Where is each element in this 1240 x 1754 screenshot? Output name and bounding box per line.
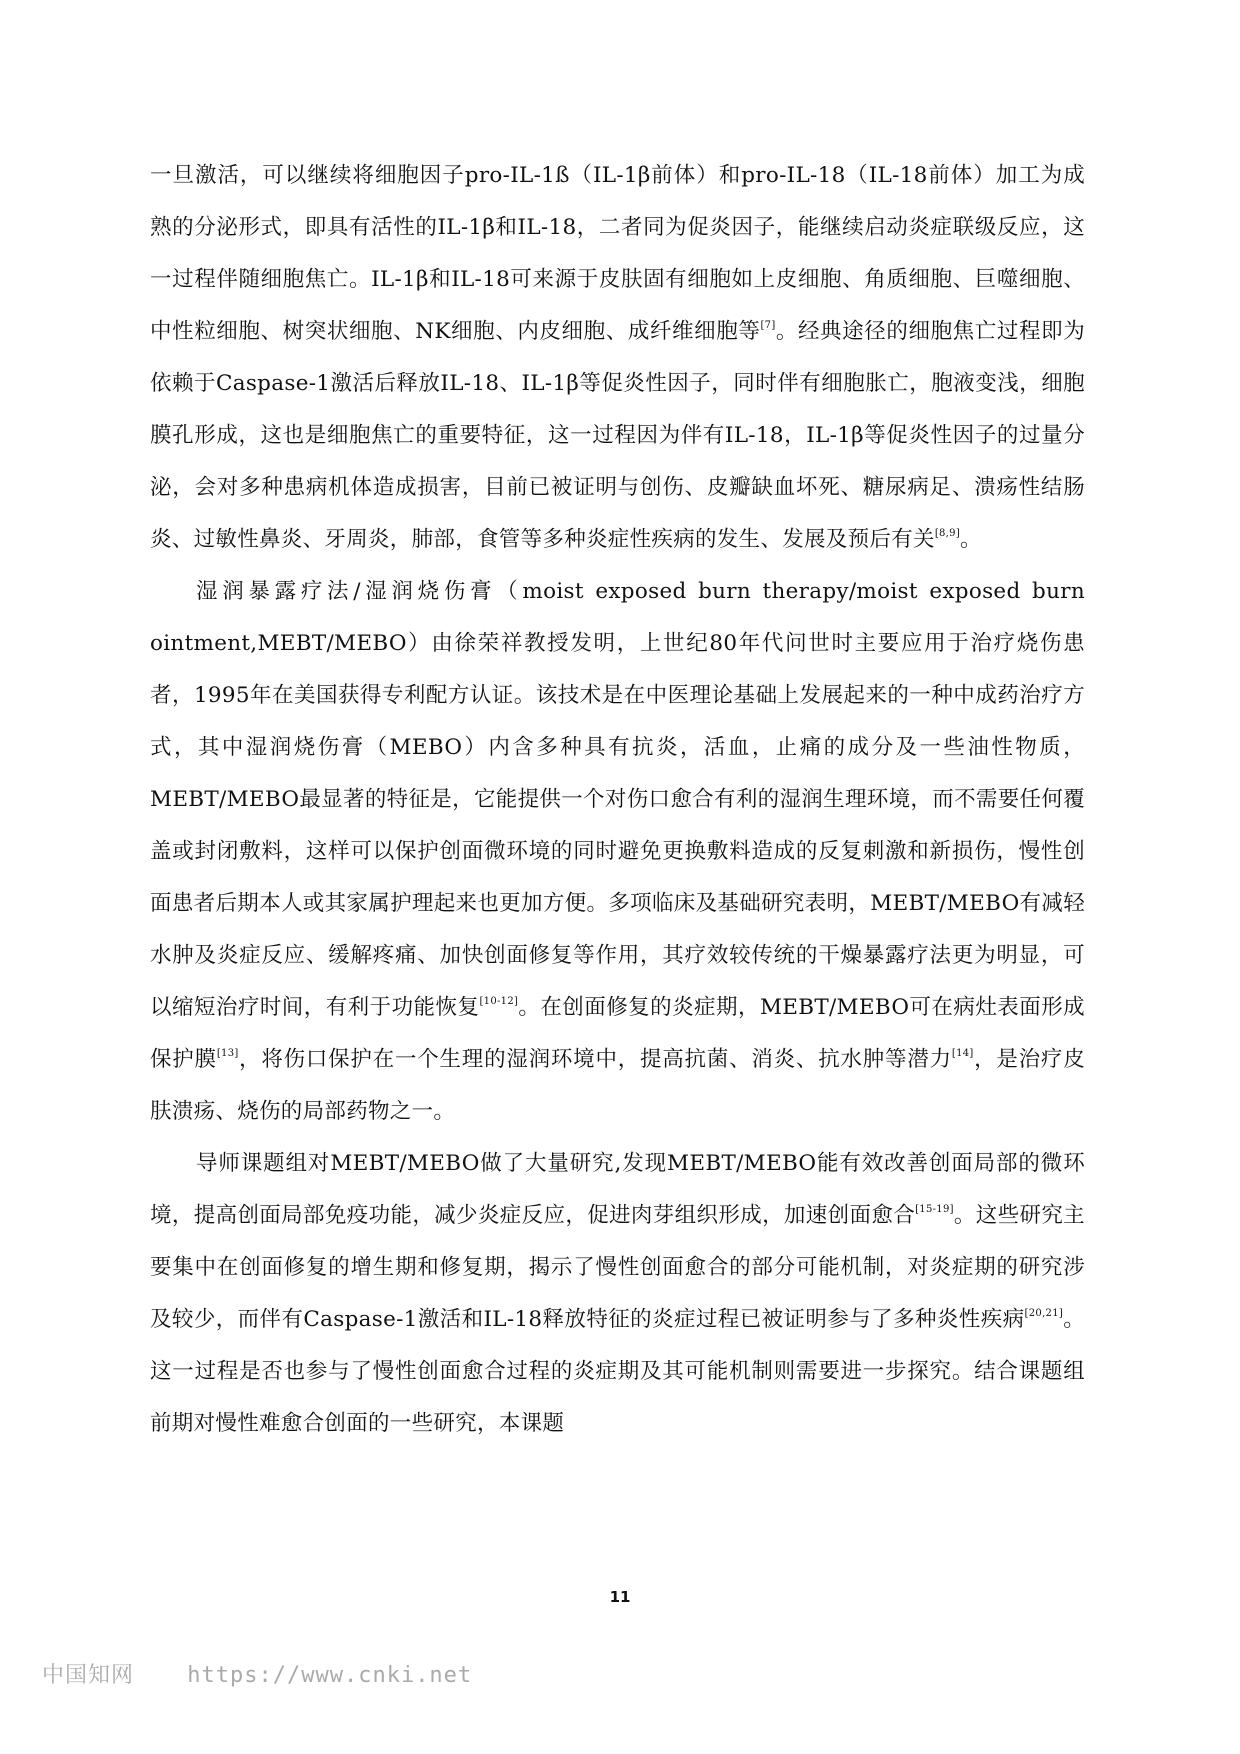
text-run: 导师课题组对MEBT/MEBO做了大量研究,发现MEBT/MEBO能有效改善创面局部的微环境，提高创面局部免疫功能，减少炎症反应，促进肉芽组织形成，加速创面愈合 [150,1151,1085,1228]
citation: [7] [760,320,776,331]
paragraph-2 [150,566,1085,1138]
paragraph-1 [150,150,1085,566]
citation: [20,21] [1024,1308,1064,1319]
text-run: 湿润暴露疗法/湿润烧伤膏（moist exposed burn therapy/moist exposed burn ointment,MEBT/MEBO）由徐荣祥教授发明，上世纪80年代问世时主要应用于治疗烧伤患者，1995年在美国获得专利配方认证。该技术是在中医理论基础上发展起来的一种中成药治疗方式，其中湿润烧伤膏（MEBO）内含多种具有抗炎，活血，止痛的成分及一些油性物质，MEBT/MEBO最显著的特征是，它能提供一个对伤口愈合有利的湿润生理环境，而不需要任何覆盖或封闭敷料，这样可以保护创面微环境的同时避免更换敷料造成的反复刺激和新损伤，慢性创面患者后期本人或其家属护理起来也更加方便。多项临床及基础研究表明，MEBT/MEBO有减轻水肿及炎症反应、缓解疼痛、加快创面修复等作用，其疗效较传统的干燥暴露疗法更为明显，可以缩短治疗时间，有利于功能恢复 [150,579,1085,1020]
footer-url-link[interactable]: https://www.cnki.net [187,1663,473,1688]
body-text [150,150,1085,1450]
citation: [13] [216,1048,239,1059]
cnki-logo-text: 中国知网 [42,1663,135,1688]
text-run: 。 [960,527,982,552]
citation: [15-19] [915,1204,954,1215]
page-number: 11 [609,1588,631,1606]
citation: [8,9] [934,528,961,539]
citation: [10-12] [479,996,519,1007]
text-run: ，将伤口保护在一个生理的湿润环境中，提高抗菌、消炎、抗水肿等潜力 [238,1047,952,1072]
text-run: 。经典途径的细胞焦亡过程即为依赖于Caspase-1激活后释放IL-18、IL-1β等促炎性因子，同时伴有细胞胀亡，胞液变浅，细胞膜孔形成，这也是细胞焦亡的重要特征，这一过程因为伴有IL-18，IL-1β等促炎性因子的过量分泌，会对多种患病机体造成损害，目前已被证明与创伤、皮瓣缺血坏死、糖尿病足、溃疡性结肠炎、过敏性鼻炎、牙周炎，肺部，食管等多种炎症性疾病的发生、发展及预后有关 [150,319,1085,552]
text-run: 。这一过程是否也参与了慢性创面愈合过程的炎症期及其可能机制则需要进一步探究。结合课题组前期对慢性难愈合创面的一些研究，本课题 [150,1307,1085,1436]
text-run: 一旦激活，可以继续将细胞因子pro-IL-1ß（IL-1β前体）和pro-IL-18（IL-18前体）加工为成熟的分泌形式，即具有活性的IL-1β和IL-18，二者同为促炎因子，能继续启动炎症联级反应，这一过程伴随细胞焦亡。IL-1β和IL-18可来源于皮肤固有细胞如上皮细胞、角质细胞、巨噬细胞、中性粒细胞、树突状细胞、NK细胞、内皮细胞、成纤维细胞等 [150,163,1085,344]
text-run: 。这些研究主要集中在创面修复的增生期和修复期，揭示了慢性创面愈合的部分可能机制，对炎症期的研究涉及较少，而伴有Caspase-1激活和IL-18释放特征的炎症过程已被证明参与了多种炎性疾病 [150,1203,1085,1332]
paragraph-3 [150,1138,1085,1450]
text-run: 。在创面修复的炎症期，MEBT/MEBO可在病灶表面形成保护膜 [150,995,1085,1072]
footer-watermark [42,1658,472,1689]
citation: [14] [951,1048,974,1059]
text-run: ，是治疗皮肤溃疡、烧伤的局部药物之一。 [150,1047,1085,1124]
